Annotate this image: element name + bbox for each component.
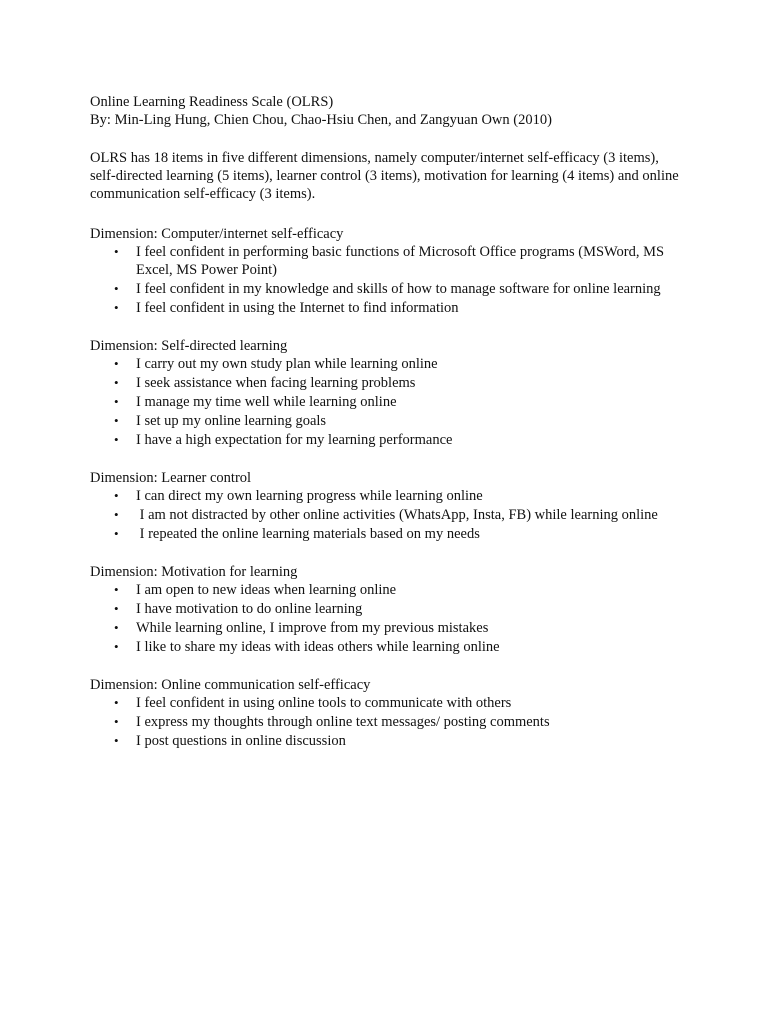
- list-item: [90, 506, 680, 524]
- dimension-section: [90, 337, 680, 449]
- list-item-text: I am open to new ideas when learning online: [136, 582, 397, 598]
- list-item: [90, 619, 680, 637]
- list-item-text: I feel confident in using the Internet to find information: [136, 300, 459, 316]
- bullet-icon: •: [114, 526, 119, 541]
- dimension-item-list: [90, 694, 680, 750]
- bullet-icon: •: [114, 356, 119, 371]
- list-item-text: I carry out my own study plan while learning online: [136, 356, 438, 372]
- dimension-item-list: [90, 243, 680, 317]
- list-item: [90, 638, 680, 656]
- list-item-text: I like to share my ideas with ideas others while learning online: [136, 639, 500, 655]
- dimension-title: Dimension: Motivation for learning: [90, 564, 298, 580]
- list-item-text: I manage my time well while learning online: [136, 394, 397, 410]
- list-item-text: While learning online, I improve from my previous mistakes: [136, 620, 489, 636]
- list-item-text: I seek assistance when facing learning problems: [136, 375, 416, 391]
- list-item: [90, 581, 680, 599]
- bullet-icon: •: [114, 394, 119, 409]
- list-item: [90, 600, 680, 618]
- dimensions-list: [90, 225, 680, 750]
- bullet-icon: •: [114, 695, 119, 710]
- list-item-text: I set up my online learning goals: [136, 413, 327, 429]
- bullet-icon: •: [114, 244, 119, 259]
- dimension-section: [90, 563, 680, 656]
- list-item-text: I feel confident in using online tools to communicate with others: [136, 695, 512, 711]
- bullet-icon: •: [114, 281, 119, 296]
- dimension-title: Dimension: Online communication self-efficacy: [90, 677, 371, 693]
- list-item: [90, 374, 680, 392]
- bullet-icon: •: [114, 413, 119, 428]
- list-item-text: I have motivation to do online learning: [136, 601, 363, 617]
- dimension-item-list: [90, 355, 680, 449]
- list-item-text: I post questions in online discussion: [136, 733, 346, 749]
- list-item: [90, 713, 680, 731]
- list-item: [90, 412, 680, 430]
- dimension-title: Dimension: Computer/internet self-efficacy: [90, 226, 344, 242]
- bullet-icon: •: [114, 300, 119, 315]
- document-page: [90, 93, 680, 751]
- dimension-section: [90, 469, 680, 543]
- list-item-text: I feel confident in my knowledge and skills of how to manage software for online learning: [136, 281, 661, 297]
- document-authors: By: Min-Ling Hung, Chien Chou, Chao-Hsiu Chen, and Zangyuan Own (2010): [90, 112, 552, 128]
- bullet-icon: •: [114, 375, 119, 390]
- dimension-item-list: [90, 487, 680, 543]
- list-item-text: I express my thoughts through online text messages/ posting comments: [136, 714, 550, 730]
- bullet-icon: •: [114, 488, 119, 503]
- list-item: [90, 393, 680, 411]
- list-item-text: I repeated the online learning materials based on my needs: [136, 526, 480, 542]
- bullet-icon: •: [114, 733, 119, 748]
- bullet-icon: •: [114, 432, 119, 447]
- bullet-icon: •: [114, 714, 119, 729]
- intro-paragraph: OLRS has 18 items in five different dimensions, namely computer/internet self-efficacy (3 items), self-directed learning (5 items), learner control (3 items), motivation for learning (4 items) and online communication self-efficacy (3 items).: [90, 150, 679, 202]
- bullet-icon: •: [114, 620, 119, 635]
- list-item: [90, 299, 680, 317]
- list-item-text: I can direct my own learning progress while learning online: [136, 488, 483, 504]
- list-item: [90, 243, 680, 279]
- list-item-text: I am not distracted by other online activities (WhatsApp, Insta, FB) while learning online: [136, 507, 658, 523]
- dimension-section: [90, 676, 680, 750]
- list-item: [90, 694, 680, 712]
- list-item: [90, 431, 680, 449]
- list-item-text: I have a high expectation for my learning performance: [136, 432, 453, 448]
- list-item: [90, 487, 680, 505]
- list-item: [90, 355, 680, 373]
- list-item: [90, 732, 680, 750]
- list-item: [90, 280, 680, 298]
- dimension-title: Dimension: Self-directed learning: [90, 338, 288, 354]
- dimension-title: Dimension: Learner control: [90, 470, 252, 486]
- dimension-section: [90, 225, 680, 317]
- bullet-icon: •: [114, 507, 119, 522]
- list-item: [90, 525, 680, 543]
- bullet-icon: •: [114, 639, 119, 654]
- dimension-item-list: [90, 581, 680, 656]
- bullet-icon: •: [114, 582, 119, 597]
- document-title: Online Learning Readiness Scale (OLRS): [90, 94, 334, 110]
- list-item-text: I feel confident in performing basic functions of Microsoft Office programs (MSWord, MS Excel, MS Power Point): [136, 244, 668, 278]
- bullet-icon: •: [114, 601, 119, 616]
